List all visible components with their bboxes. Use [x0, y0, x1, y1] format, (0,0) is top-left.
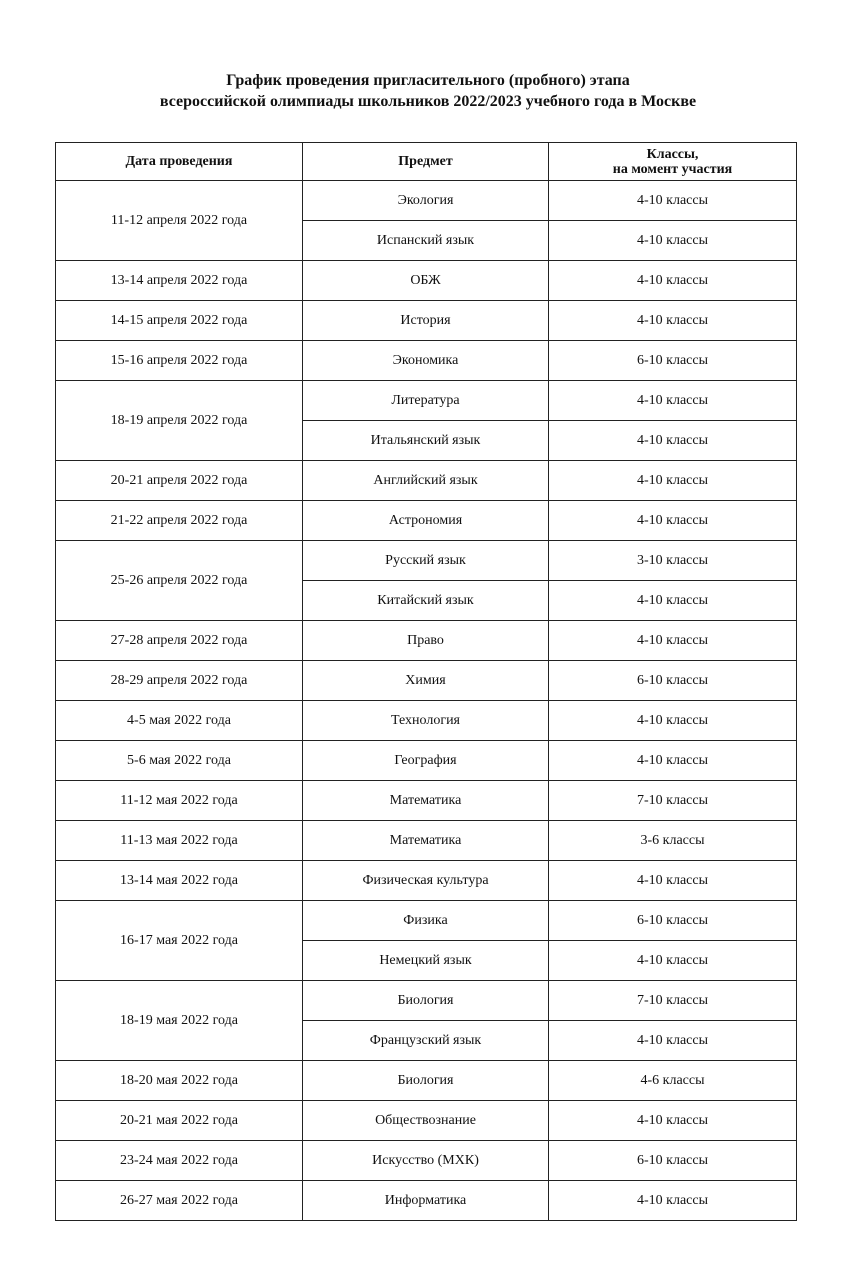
table-row: [56, 741, 797, 781]
subject-cell: Искусство (МХК): [303, 1141, 549, 1181]
subject-cell: Физика: [303, 901, 549, 941]
grades-cell: 4-10 классы: [549, 621, 797, 661]
grades-cell: 4-10 классы: [549, 1101, 797, 1141]
subject-cell: Биология: [303, 1061, 549, 1101]
table-row: [56, 1101, 797, 1141]
header-row: [56, 143, 797, 181]
subject-cell: Французский язык: [303, 1021, 549, 1061]
date-cell: 14-15 апреля 2022 года: [56, 301, 303, 341]
subject-cell: Обществознание: [303, 1101, 549, 1141]
header-grades-line-2: на момент участия: [612, 161, 733, 177]
grades-cell: 4-6 классы: [549, 1061, 797, 1101]
subject-cell: История: [303, 301, 549, 341]
date-cell: 5-6 мая 2022 года: [56, 741, 303, 781]
schedule-table: [55, 142, 797, 1221]
subject-cell: Итальянский язык: [303, 421, 549, 461]
table-row: [56, 541, 797, 581]
grades-cell: 4-10 классы: [549, 1181, 797, 1221]
table-row: [56, 621, 797, 661]
subject-cell: Химия: [303, 661, 549, 701]
subject-cell: Немецкий язык: [303, 941, 549, 981]
grades-cell: 7-10 классы: [549, 781, 797, 821]
title-line-1: График проведения пригласительного (пробного) этапа: [226, 72, 630, 89]
grades-cell: 4-10 классы: [549, 261, 797, 301]
grades-cell: 4-10 классы: [549, 181, 797, 221]
subject-cell: Астрономия: [303, 501, 549, 541]
subject-cell: Физическая культура: [303, 861, 549, 901]
grades-cell: 4-10 классы: [549, 301, 797, 341]
date-cell: 28-29 апреля 2022 года: [56, 661, 303, 701]
title-line-2: всероссийской олимпиады школьников 2022/2023 учебного года в Москве: [159, 93, 697, 110]
header-grades-line-1: Классы,: [646, 146, 699, 162]
date-cell: 23-24 мая 2022 года: [56, 1141, 303, 1181]
schedule-table-header: [56, 143, 797, 181]
header-grades: [549, 143, 797, 181]
date-cell: 11-12 мая 2022 года: [56, 781, 303, 821]
grades-cell: 4-10 классы: [549, 1021, 797, 1061]
date-cell: 16-17 мая 2022 года: [56, 901, 303, 981]
grades-cell: 4-10 классы: [549, 501, 797, 541]
header-date: Дата проведения: [56, 143, 303, 181]
date-cell: 15-16 апреля 2022 года: [56, 341, 303, 381]
subject-cell: Информатика: [303, 1181, 549, 1221]
date-cell: 18-20 мая 2022 года: [56, 1061, 303, 1101]
subject-cell: География: [303, 741, 549, 781]
date-cell: 18-19 апреля 2022 года: [56, 381, 303, 461]
date-cell: 4-5 мая 2022 года: [56, 701, 303, 741]
table-row: [56, 301, 797, 341]
grades-cell: 3-6 классы: [549, 821, 797, 861]
date-cell: 27-28 апреля 2022 года: [56, 621, 303, 661]
subject-cell: Право: [303, 621, 549, 661]
grades-cell: 4-10 классы: [549, 421, 797, 461]
table-row: [56, 341, 797, 381]
subject-cell: ОБЖ: [303, 261, 549, 301]
subject-cell: Испанский язык: [303, 221, 549, 261]
grades-cell: 6-10 классы: [549, 341, 797, 381]
grades-cell: 4-10 классы: [549, 221, 797, 261]
grades-cell: 4-10 классы: [549, 381, 797, 421]
grades-cell: 6-10 классы: [549, 901, 797, 941]
grades-cell: 4-10 классы: [549, 581, 797, 621]
grades-cell: 7-10 классы: [549, 981, 797, 1021]
grades-cell: 6-10 классы: [549, 661, 797, 701]
grades-cell: 4-10 классы: [549, 861, 797, 901]
table-row: [56, 1141, 797, 1181]
grades-cell: 4-10 классы: [549, 741, 797, 781]
table-row: [56, 181, 797, 221]
subject-cell: Математика: [303, 821, 549, 861]
subject-cell: Биология: [303, 981, 549, 1021]
grades-cell: 4-10 классы: [549, 701, 797, 741]
subject-cell: Литература: [303, 381, 549, 421]
date-cell: 20-21 апреля 2022 года: [56, 461, 303, 501]
table-row: [56, 1061, 797, 1101]
table-row: [56, 981, 797, 1021]
date-cell: 11-12 апреля 2022 года: [56, 181, 303, 261]
subject-cell: Экономика: [303, 341, 549, 381]
grades-cell: 4-10 классы: [549, 461, 797, 501]
schedule-table-body: [56, 181, 797, 1221]
date-cell: 13-14 мая 2022 года: [56, 861, 303, 901]
document-title: [0, 70, 856, 112]
subject-cell: Английский язык: [303, 461, 549, 501]
table-row: [56, 701, 797, 741]
subject-cell: Технология: [303, 701, 549, 741]
subject-cell: Китайский язык: [303, 581, 549, 621]
subject-cell: Экология: [303, 181, 549, 221]
date-cell: 18-19 мая 2022 года: [56, 981, 303, 1061]
subject-cell: Русский язык: [303, 541, 549, 581]
table-row: [56, 901, 797, 941]
date-cell: 25-26 апреля 2022 года: [56, 541, 303, 621]
date-cell: 11-13 мая 2022 года: [56, 821, 303, 861]
table-row: [56, 461, 797, 501]
table-row: [56, 661, 797, 701]
header-subject: Предмет: [303, 143, 549, 181]
date-cell: 21-22 апреля 2022 года: [56, 501, 303, 541]
date-cell: 13-14 апреля 2022 года: [56, 261, 303, 301]
table-row: [56, 1181, 797, 1221]
table-row: [56, 381, 797, 421]
table-row: [56, 861, 797, 901]
grades-cell: 3-10 классы: [549, 541, 797, 581]
grades-cell: 4-10 классы: [549, 941, 797, 981]
date-cell: 26-27 мая 2022 года: [56, 1181, 303, 1221]
subject-cell: Математика: [303, 781, 549, 821]
table-row: [56, 501, 797, 541]
grades-cell: 6-10 классы: [549, 1141, 797, 1181]
table-row: [56, 261, 797, 301]
table-row: [56, 781, 797, 821]
date-cell: 20-21 мая 2022 года: [56, 1101, 303, 1141]
table-row: [56, 821, 797, 861]
